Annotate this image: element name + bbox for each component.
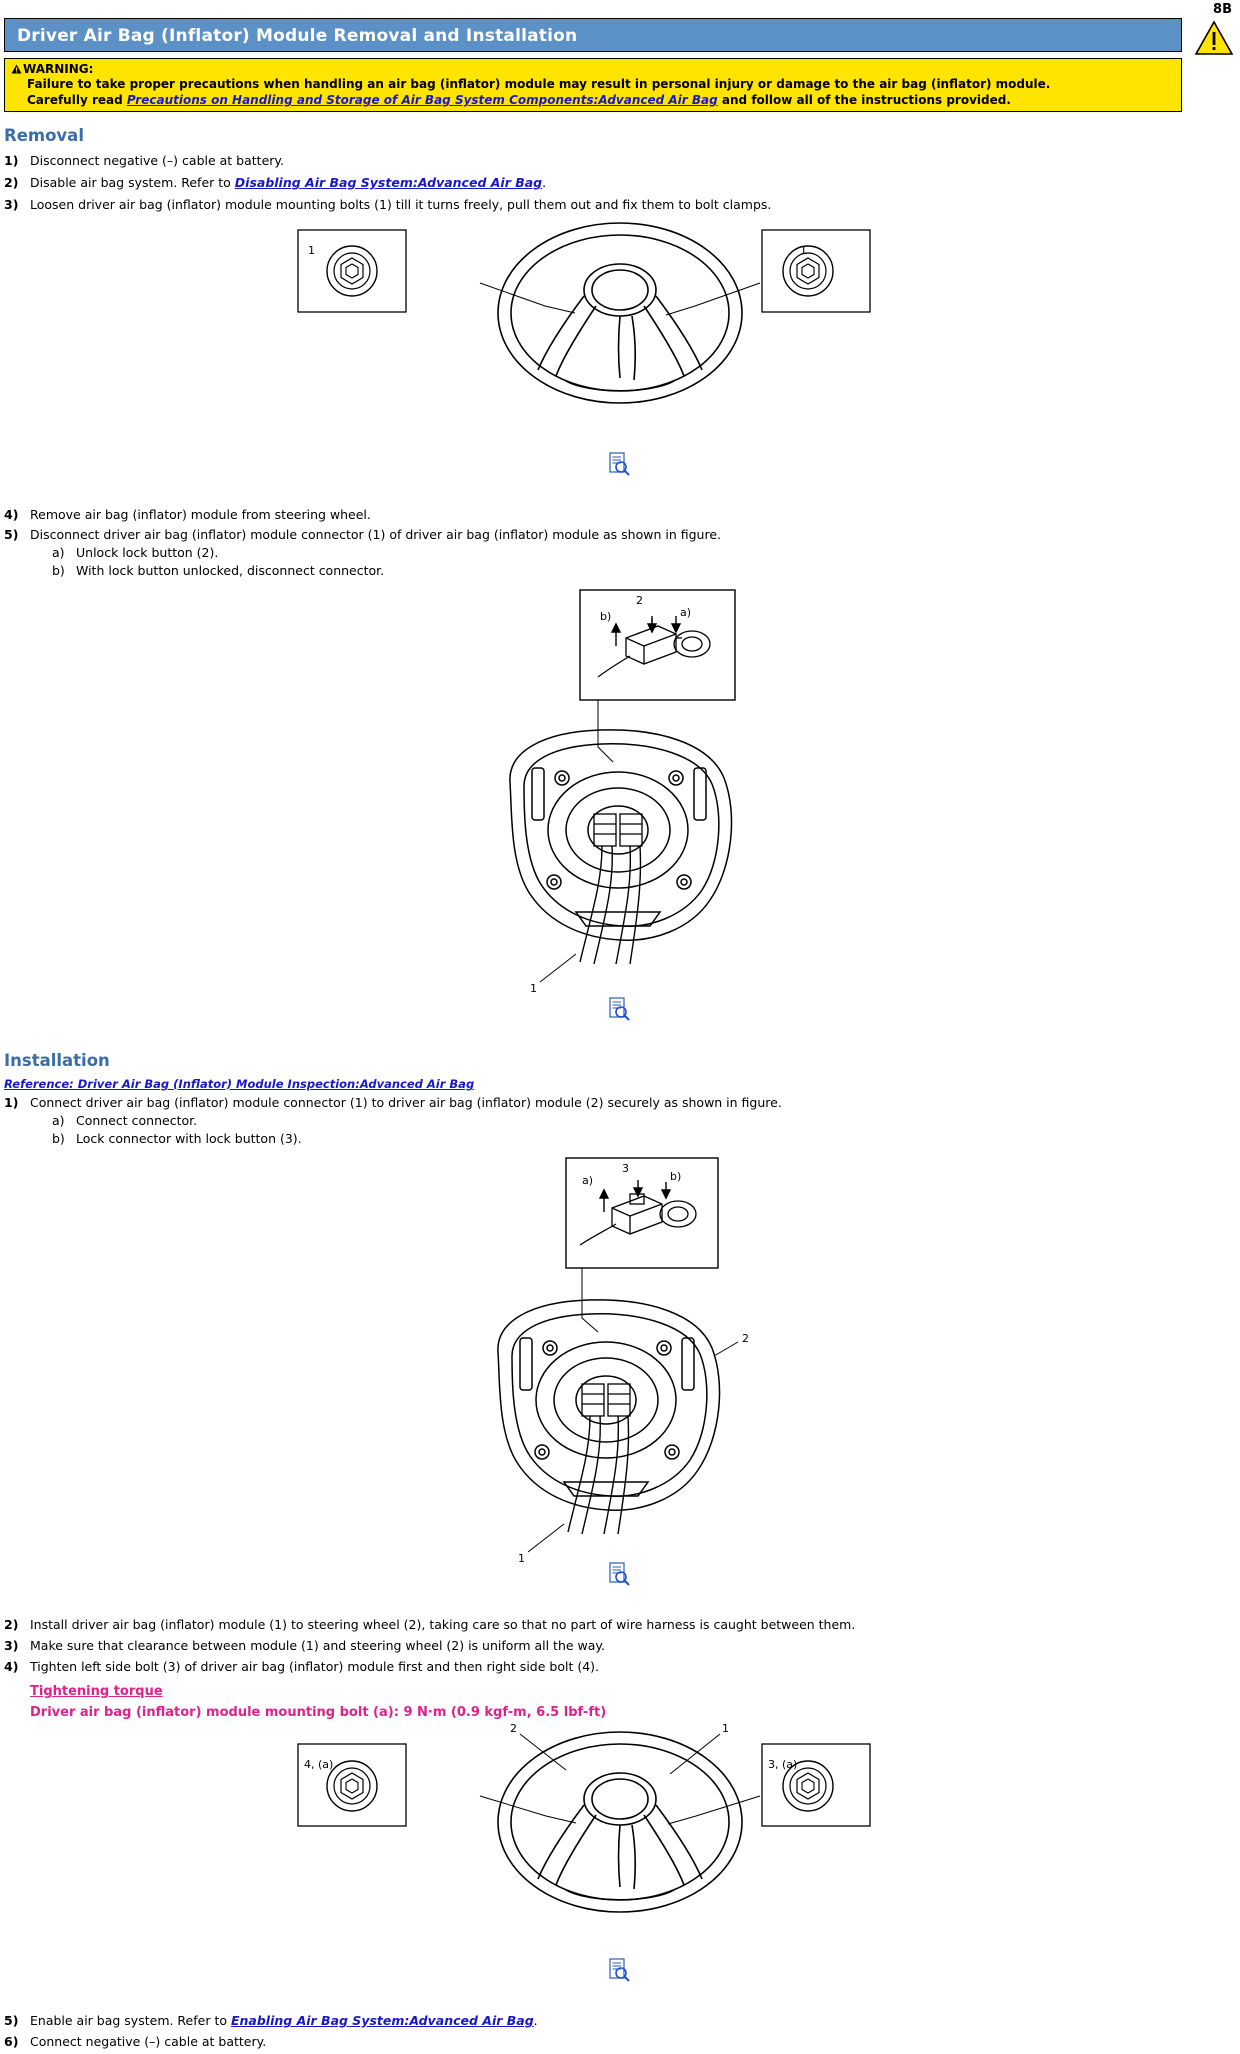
svg-text:a): a) xyxy=(680,606,692,619)
warning-text xyxy=(27,76,1177,109)
svg-text:1: 1 xyxy=(308,244,315,257)
installation-step-1-text: Connect driver air bag (inflator) module connector (1) to driver air bag (inflator) module (2) securely as shown in figure. xyxy=(30,1095,782,1110)
removal-substep-a-number: a) xyxy=(52,545,65,560)
installation-step-5-text: Enable air bag system. Refer to Enabling Air Bag System:Advanced Air Bag. xyxy=(30,2013,538,2028)
svg-text:3, (a): 3, (a) xyxy=(768,1758,798,1771)
warning-line-1: Failure to take proper precautions when handling an air bag (inflator) module may result in personal injury or damage to the air bag (inflator) module. xyxy=(27,77,1051,91)
svg-text:1: 1 xyxy=(518,1552,525,1565)
installation-substep-a-text: Connect connector. xyxy=(76,1113,198,1128)
removal-step-5-text: Disconnect driver air bag (inflator) module connector (1) of driver air bag (inflator) module as shown in figure. xyxy=(30,527,721,542)
svg-text:b): b) xyxy=(670,1170,682,1183)
removal-step-1-text: Disconnect negative (–) cable at battery. xyxy=(30,153,284,168)
svg-text:a): a) xyxy=(582,1174,594,1187)
svg-text:4, (a): 4, (a) xyxy=(304,1758,334,1771)
warning-line-2: Carefully read Precautions on Handling and Storage of Air Bag System Components:Advanced Air Bag and follow all of the instructions provided. xyxy=(27,93,1011,108)
installation-heading: Installation xyxy=(4,1051,110,1070)
removal-step-3-text: Loosen driver air bag (inflator) module mounting bolts (1) till it turns freely, pull them out and fix them to bolt clamps. xyxy=(30,197,772,212)
figure-1-magnify-document-icon[interactable] xyxy=(608,452,630,476)
removal-substep-a-text: Unlock lock button (2). xyxy=(76,545,219,560)
removal-substep-b-text: With lock button unlocked, disconnect connector. xyxy=(76,563,385,578)
figure-2-magnify-document-icon[interactable] xyxy=(608,997,630,1021)
removal-step-4-number: 4) xyxy=(4,507,19,522)
warning-reference-link[interactable]: Precautions on Handling and Storage of Air Bag System Components:Advanced Air Bag xyxy=(126,93,718,108)
removal-step-2-text: Disable air bag system. Refer to Disabling Air Bag System:Advanced Air Bag. xyxy=(30,175,547,190)
removal-step-5-number: 5) xyxy=(4,527,19,542)
svg-text:2: 2 xyxy=(510,1722,517,1735)
page-title-bar xyxy=(4,18,1182,52)
installation-step-4-number: 4) xyxy=(4,1659,19,1674)
installation-step-4-text: Tighten left side bolt (3) of driver air bag (inflator) module first and then right side bolt (4). xyxy=(30,1659,599,1674)
installation-step-2-text: Install driver air bag (inflator) module (1) to steering wheel (2), taking care so that no part of wire harness is caught between them. xyxy=(30,1617,856,1632)
installation-step-6-text: Connect negative (–) cable at battery. xyxy=(30,2034,267,2049)
svg-text:1: 1 xyxy=(722,1722,729,1735)
warning-box xyxy=(4,58,1182,112)
installation-step-5-number: 5) xyxy=(4,2013,19,2028)
figure-module-connector-disconnect xyxy=(480,582,770,1022)
page-title: Driver Air Bag (Inflator) Module Removal and Installation xyxy=(17,26,578,46)
removal-substep-b-number: b) xyxy=(52,563,65,578)
warning-label-text: WARNING: xyxy=(23,62,94,76)
figure-3-magnify-document-icon[interactable] xyxy=(608,1562,630,1586)
warning-triangle-small-icon xyxy=(11,64,22,74)
installation-substep-b-number: b) xyxy=(52,1131,65,1146)
disabling-airbag-link[interactable]: Disabling Air Bag System:Advanced Air Bag xyxy=(234,175,543,190)
installation-step-3-text: Make sure that clearance between module (1) and steering wheel (2) is uniform all the way. xyxy=(30,1638,606,1653)
removal-step-2-number: 2) xyxy=(4,175,19,190)
installation-substep-a-number: a) xyxy=(52,1113,65,1128)
figure-4-magnify-document-icon[interactable] xyxy=(608,1958,630,1982)
removal-step-1-number: 1) xyxy=(4,153,19,168)
section-code: 8B xyxy=(1213,2,1232,17)
installation-step-2-number: 2) xyxy=(4,1617,19,1632)
svg-text:1: 1 xyxy=(530,982,537,995)
warning-label xyxy=(11,62,93,76)
installation-reference-link[interactable]: Reference: Driver Air Bag (Inflator) Module Inspection:Advanced Air Bag xyxy=(4,1077,475,1091)
tightening-torque-value: Driver air bag (inflator) module mounting bolt (a): 9 N·m (0.9 kgf-m, 6.5 lbf-ft) xyxy=(30,1705,607,1720)
enabling-airbag-link[interactable]: Enabling Air Bag System:Advanced Air Bag xyxy=(230,2013,534,2028)
installation-step-3-number: 3) xyxy=(4,1638,19,1653)
figure-steering-wheel-bolts-installation xyxy=(304,1722,870,1919)
svg-text:2: 2 xyxy=(636,594,643,607)
installation-substep-b-text: Lock connector with lock button (3). xyxy=(76,1131,302,1146)
figure-steering-wheel-bolts-removal xyxy=(308,218,870,408)
svg-text:1: 1 xyxy=(800,244,807,257)
removal-step-4-text: Remove air bag (inflator) module from steering wheel. xyxy=(30,507,371,522)
svg-text:b): b) xyxy=(600,610,612,623)
removal-step-3-number: 3) xyxy=(4,197,19,212)
svg-text:3: 3 xyxy=(622,1162,629,1175)
svg-text:2: 2 xyxy=(742,1332,749,1345)
removal-heading: Removal xyxy=(4,126,84,145)
installation-step-1-number: 1) xyxy=(4,1095,19,1110)
warning-triangle-icon xyxy=(1194,20,1234,56)
installation-step-6-number: 6) xyxy=(4,2034,19,2049)
figure-module-connector-connect xyxy=(470,1150,770,1590)
tightening-torque-title: Tightening torque xyxy=(30,1684,163,1699)
